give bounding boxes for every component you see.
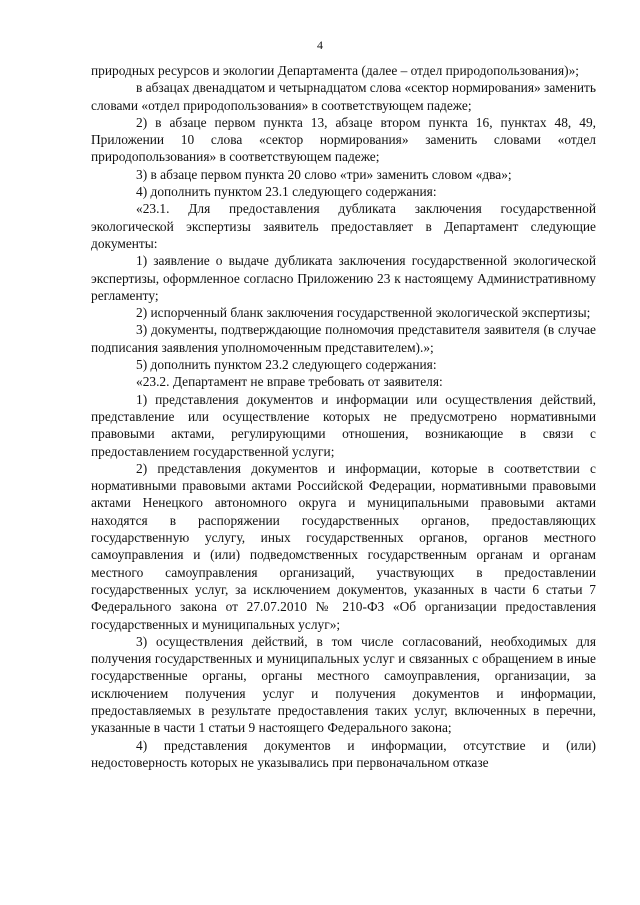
paragraph: «23.2. Департамент не вправе требовать от заявителя: [136, 374, 443, 390]
paragraph: 3) осуществления действий, в том числе согласований, необходимых для получения государственных и муниципальных услуг и связанных с обращением в иные государственные органы, органы местного самоуправления, организации, за исключением получения услуг и получения документов и информации, предоставляемых в результате предоставления таких услуг, включенных в перечни, указанные в части 1 статьи 9 настоящего Федерального закона; [91, 633, 596, 736]
paragraph: в абзацах двенадцатом и четырнадцатом слова «сектор нормирования» заменить словами «отдел природопользования» в соответствующем падеже; [91, 80, 596, 113]
paragraph: «23.1. Для предоставления дубликата заключения государственной экологической экспертизы заявитель предоставляет в Департамент следующие документы: [91, 201, 596, 251]
paragraph: 3) в абзаце первом пункта 20 слово «три» заменить словом «два»; [136, 166, 512, 182]
paragraph: 4) представления документов и информации, отсутствие и (или) недостоверность которых не указывались при первоначальном отказе [91, 737, 596, 770]
paragraph: природных ресурсов и экологии Департамента (далее – отдел природопользования)»; [91, 63, 580, 78]
paragraph: 4) дополнить пунктом 23.1 следующего содержания: [136, 184, 437, 200]
paragraph: 2) представления документов и информации, которые в соответствии с нормативными правовыми актами Российской Федерации, нормативными правовыми актами Ненецкого автономного округа и муниципальными правовыми актами находятся в распоряжении государственных органов, предоставляющих государственную услугу, иных государственных органов, органов местного самоуправления и (или) подведомственных государственным органам и органам местного самоуправления организаций, участвующих в предоставлении государственных услуг, за исключением документов, указанных в части 6 статьи 7 Федерального закона от 27.07.2010 № 210-ФЗ «Об организации предоставления государственных и муниципальных услуг»; [91, 460, 596, 632]
paragraph: 1) заявление о выдаче дубликата заключения государственной экологической экспертизы, оформленное согласно Приложению 23 к настоящему Административному регламенту; [91, 253, 596, 303]
paragraph: 2) испорченный бланк заключения государственной экологической экспертизы; [136, 305, 591, 321]
paragraph: 2) в абзаце первом пункта 13, абзаце втором пункта 16, пунктах 48, 49, Приложении 10 слова «сектор нормирования» заменить словами «отдел природопользования» в соответствующем падеже; [91, 114, 596, 165]
body-text [91, 62, 596, 771]
paragraph: 1) представления документов и информации или осуществления действий, представление или осуществление которых не предусмотрено нормативными правовыми актами, регулирующими отношения, возникающие в связи с предоставлением государственной услуги; [91, 391, 596, 459]
paragraph: 3) документы, подтверждающие полномочия представителя заявителя (в случае подписания заявления уполномоченным представителем).»; [91, 322, 596, 355]
paragraph: 5) дополнить пунктом 23.2 следующего содержания: [136, 357, 437, 373]
page-number: 4 [317, 38, 323, 52]
